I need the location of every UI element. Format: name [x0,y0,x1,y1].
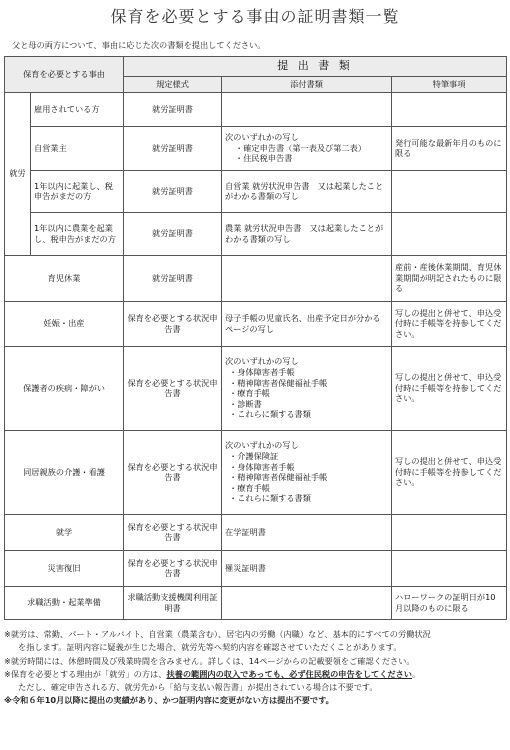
table-row [5,170,507,212]
attachment-title: 次のいずれかの写し [225,132,299,143]
list-item: ・ 確定申告書（第一表及び第二表） [245,143,388,154]
attachment-cell [222,255,392,301]
attachment-cell: 自営業 就労状況申告書 又は起業したことがわかる書類の写し [222,170,392,212]
list-item: ・ 身体障害者手帳 [239,462,388,473]
notes-cell [392,212,507,255]
footnote-line [4,668,508,681]
form-cell: 求職活動支援機関利用証明書 [124,586,222,619]
form-cell: 保育を必要とする状況申告書 [124,301,222,346]
form-cell: 保育を必要とする状況申告書 [124,550,222,586]
table-row [5,514,507,550]
intro-text: 父と母の両方について、事由に応じた次の書類を提出してください。 [12,40,266,50]
footnotes [4,628,508,708]
form-cell: 就労証明書 [124,126,222,170]
table-row [5,92,507,126]
notes-cell: 写しの提出と併せて、申込受付時に手帳等を持参してください。 [392,430,507,514]
reason-label: 就学 [5,514,124,550]
attachment-cell [222,126,392,170]
notes-cell [392,92,507,126]
work-sub-label: 1年以内に起業し、税申告がまだの方 [31,170,124,212]
form-cell: 保育を必要とする状況申告書 [124,514,222,550]
footnote-line: ただし、確定申告される方、就労先から「給与支払い報告書」が提出されている場合は不要です。 [18,682,378,693]
table-row [5,586,507,619]
attachment-cell: 農業 就労状況申告書 又は起業したことがわかる書類の写し [222,212,392,255]
footnote-line: ※就労時間には、休憩時間及び残業時間を含みません。詳しくは、14ページからの記載要領をご確認ください。 [4,655,415,666]
notes-cell: 写しの提出と併せて、申込受付時に手帳等を持参してください。 [392,301,507,346]
form-cell: 就労証明書 [124,92,222,126]
header-form: 規定様式 [124,77,222,93]
footnote-emphasis: 扶養の範囲内の収入であっても、必ず住民税の申告をしてください [166,668,412,679]
list-item: ・ 介護保険証 [239,451,388,462]
attachment-title: 次のいずれかの写し [225,440,299,451]
form-cell: 保育を必要とする状況申告書 [124,346,222,430]
notes-cell [392,170,507,212]
footnote-line: ※就労は、常勤、パート・アルバイト、自営業（農業含む）、居宅内の労働（内職）など、基本的にすべての労働状況 [4,629,431,639]
notes-cell: 写しの提出と併せて、申込受付時に手帳等を持参してください。 [392,346,507,430]
header-reason: 保育を必要とする事由 [5,57,124,93]
table-row [5,550,507,586]
notes-cell [392,514,507,550]
table-row [5,255,507,301]
form-cell: 就労証明書 [124,212,222,255]
table-row [5,346,507,430]
attachment-cell [222,346,392,430]
work-sub-label: 1年以内に農業を起業し、税申告がまだの方 [31,212,124,255]
work-label: 就労 [5,92,31,255]
table-row [5,430,507,514]
header-docs-group: 提 出 書 類 [124,57,507,77]
table-row [5,212,507,255]
attachment-cell [222,586,392,619]
list-item: ・ 療育手帳 [239,388,388,399]
attachment-cell: 罹災証明書 [222,550,392,586]
reason-label: 求職活動・起業準備 [5,586,124,619]
list-item: ・ 診断書 [239,399,388,410]
attachment-cell [222,430,392,514]
attachment-cell [222,92,392,126]
table-row [5,301,507,346]
footnote-line: を指します。証明内容に疑義が生じた場合、就労先等へ契約内容を確認させていただくことがあります。 [18,642,402,653]
notes-cell: 産前・産後休業期間、育児休業期間が明記されたものに限る [392,255,507,301]
form-cell: 就労証明書 [124,255,222,301]
list-item: ・ 住民税申告書 [245,153,388,164]
notes-cell: 発行可能な最新年月のものに限る [392,126,507,170]
work-sub-label: 自営業主 [31,126,124,170]
reason-label: 育児休業 [5,255,124,301]
form-cell: 就労証明書 [124,170,222,212]
attachment-cell: 在学証明書 [222,514,392,550]
footnote-text: 。 [411,668,421,679]
notes-cell: ハローワークの証明日が10月以降のものに限る [392,586,507,619]
notes-cell [392,550,507,586]
work-sub-label: 雇用されている方 [31,92,124,126]
header-attachment: 添付書類 [222,77,392,93]
list-item: ・ 精神障害者保健福祉手帳 [239,472,388,483]
list-item: ・ 身体障害者手帳 [239,367,388,378]
reason-label: 保護者の疾病・障がい [5,346,124,430]
table-row [5,126,507,170]
reason-label: 同居親族の介護・看護 [5,430,124,514]
footnote-text: ※保育を必要とする理由が「就労」の方は、 [4,668,167,679]
documents-table [4,56,507,620]
footnote-line: ※令和６年10月以降に提出の実績があり、かつ証明内容に変更がない方は提出不要です。 [4,695,334,706]
reason-label: 妊娠・出産 [5,301,124,346]
list-item: ・ これらに類する書類 [239,409,388,420]
list-item: ・ これらに類する書類 [239,493,388,504]
reason-label: 災害復旧 [5,550,124,586]
attachment-cell: 母子手帳の児童氏名、出産予定日が分かるページの写し [222,301,392,346]
header-notes: 特筆事項 [392,77,507,93]
form-cell: 保育を必要とする状況申告書 [124,430,222,514]
page-title: 保育を必要とする事由の証明書類一覧 [110,7,400,26]
list-item: ・ 精神障害者保健福祉手帳 [239,378,388,389]
attachment-title: 次のいずれかの写し [225,356,299,367]
list-item: ・ 療育手帳 [239,483,388,494]
